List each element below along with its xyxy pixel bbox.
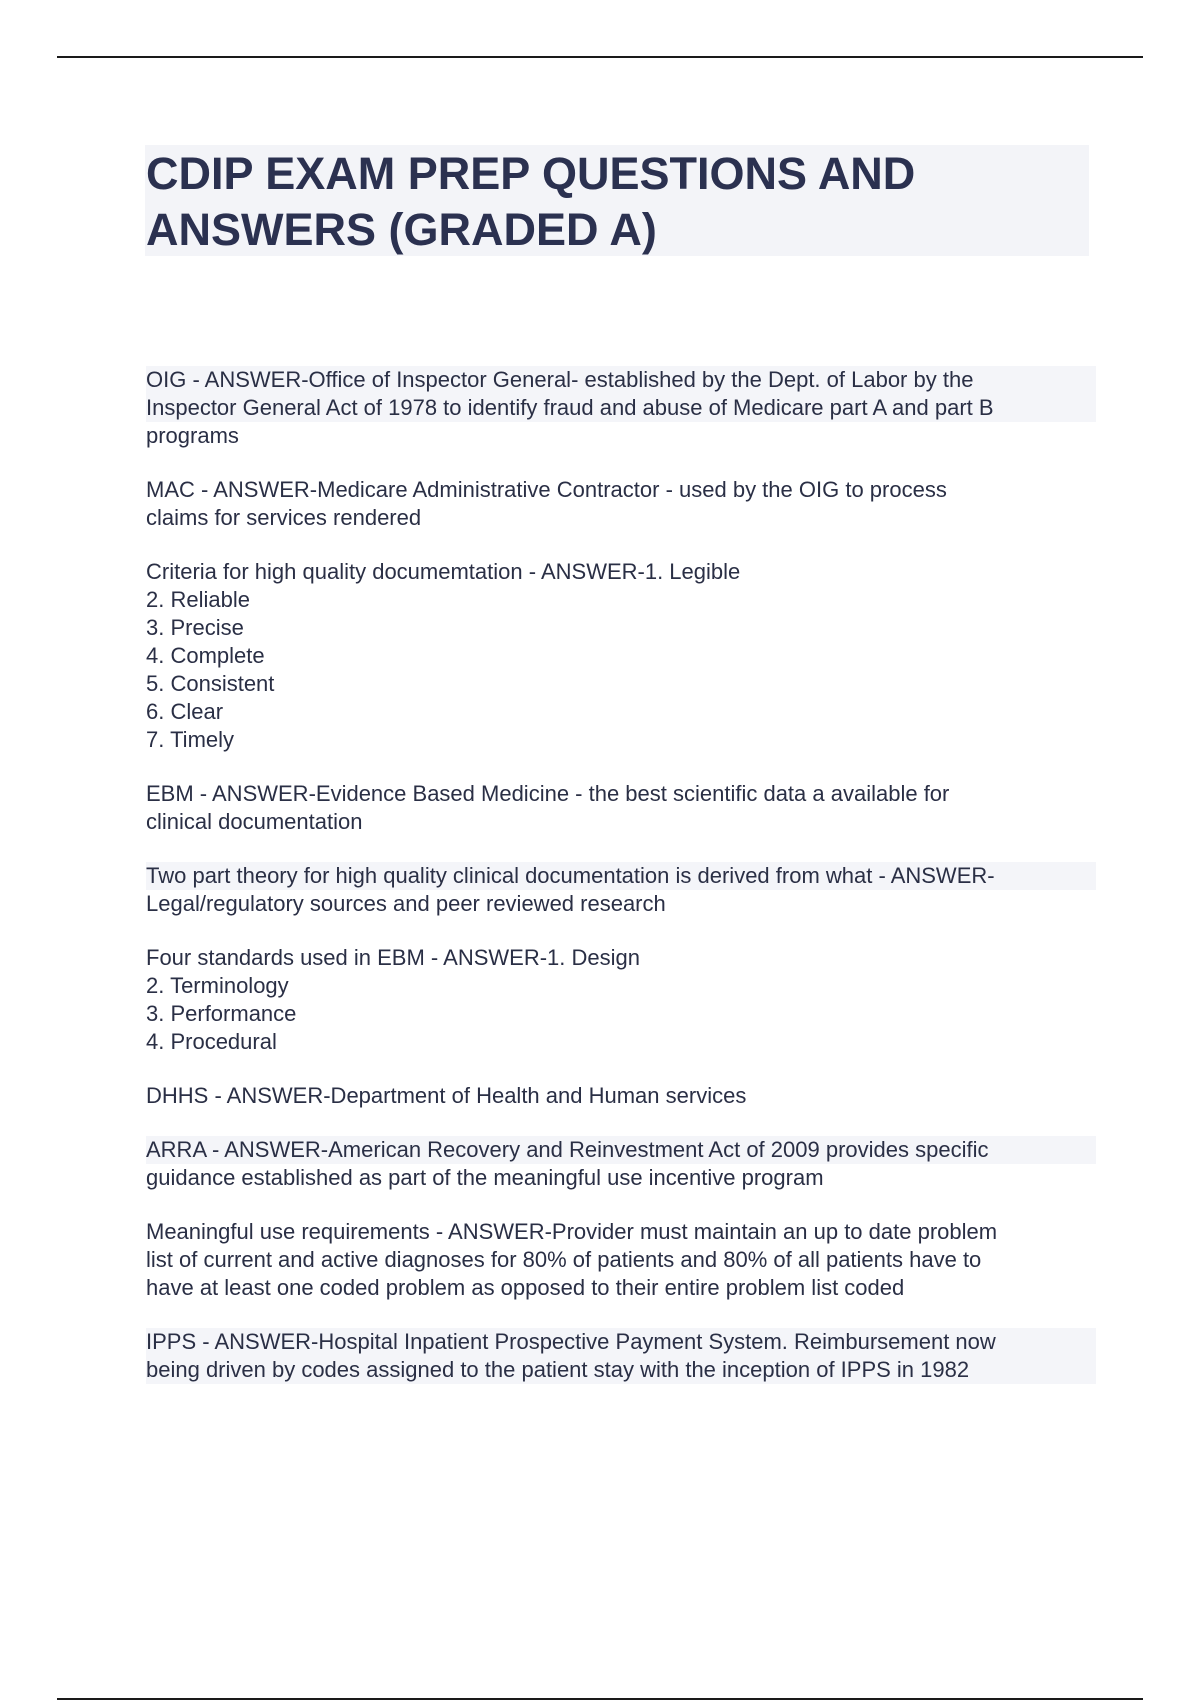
qa-line: guidance established as part of the meaningful use incentive program xyxy=(146,1165,824,1190)
qa-line: clinical documentation xyxy=(146,809,363,834)
qa-entry-ebm-standards xyxy=(146,944,1096,1056)
qa-line: being driven by codes assigned to the patient stay with the inception of IPPS in 1982 xyxy=(146,1356,1096,1384)
qa-entry-arra xyxy=(146,1136,1096,1192)
qa-line: 3. Precise xyxy=(146,615,244,640)
qa-entry-two-part-theory xyxy=(146,862,1096,918)
qa-line: DHHS - ANSWER-Department of Health and Human services xyxy=(146,1083,747,1108)
qa-line: 2. Terminology xyxy=(146,973,289,998)
qa-entry-dhhs xyxy=(146,1082,1096,1110)
qa-line: ARRA - ANSWER-American Recovery and Reinvestment Act of 2009 provides specific xyxy=(146,1136,1096,1164)
qa-entry-mac xyxy=(146,476,1096,532)
page-title: CDIP EXAM PREP QUESTIONS AND ANSWERS (GRADED A) xyxy=(146,148,916,255)
qa-line: 4. Complete xyxy=(146,643,265,668)
qa-entry-criteria xyxy=(146,558,1096,754)
qa-line: Criteria for high quality documemtation - ANSWER-1. Legible xyxy=(146,559,741,584)
qa-line: 6. Clear xyxy=(146,699,224,724)
qa-line: Meaningful use requirements - ANSWER-Provider must maintain an up to date problem xyxy=(146,1219,998,1244)
qa-line: Two part theory for high quality clinical documentation is derived from what - ANSWER- xyxy=(146,862,1096,890)
qa-list xyxy=(146,366,1096,1410)
qa-entry-ebm xyxy=(146,780,1096,836)
qa-line: list of current and active diagnoses for 80% of patients and 80% of all patients have to xyxy=(146,1247,982,1272)
qa-line: programs xyxy=(146,423,239,448)
qa-line: 7. Timely xyxy=(146,727,235,752)
qa-line: 2. Reliable xyxy=(146,587,250,612)
top-divider xyxy=(57,56,1143,58)
qa-line: Legal/regulatory sources and peer reviewed research xyxy=(146,891,666,916)
qa-line: 3. Performance xyxy=(146,1001,297,1026)
qa-line: 4. Procedural xyxy=(146,1029,277,1054)
qa-entry-ipps xyxy=(146,1328,1096,1384)
qa-line: Four standards used in EBM - ANSWER-1. Design xyxy=(146,945,640,970)
qa-line: Inspector General Act of 1978 to identify fraud and abuse of Medicare part A and part B xyxy=(146,394,1096,422)
qa-line: 5. Consistent xyxy=(146,671,275,696)
qa-line: have at least one coded problem as opposed to their entire problem list coded xyxy=(146,1275,905,1300)
qa-line: IPPS - ANSWER-Hospital Inpatient Prospective Payment System. Reimbursement now xyxy=(146,1328,1096,1356)
qa-line: EBM - ANSWER-Evidence Based Medicine - the best scientific data a available for xyxy=(146,781,950,806)
qa-line: OIG - ANSWER-Office of Inspector General- established by the Dept. of Labor by the xyxy=(146,366,1096,394)
qa-entry-oig xyxy=(146,366,1096,450)
qa-line: claims for services rendered xyxy=(146,505,422,530)
qa-line: MAC - ANSWER-Medicare Administrative Contractor - used by the OIG to process xyxy=(146,477,947,502)
qa-entry-meaningful-use xyxy=(146,1218,1096,1302)
